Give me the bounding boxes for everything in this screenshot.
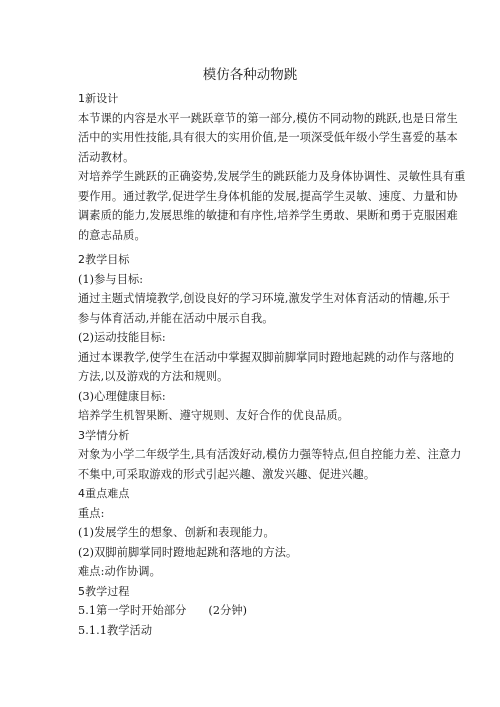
document-body <box>78 89 466 640</box>
paragraph-line: 本节课的内容是水平一跳跃章节的第一部分,模仿不同动物的跳跃,也是日常生 <box>78 111 458 125</box>
document-title: 模仿各种动物跳 <box>202 67 298 83</box>
paragraph-line: 调素质的能力,发展思维的敏捷和有序性,培养学生勇敢、果断和勇于克服困难 <box>78 209 458 222</box>
key-point-item: (2)双脚前脚掌同时蹬地起跳和落地的方法。 <box>78 545 298 559</box>
difficulty-line: 难点:动作协调。 <box>78 565 161 578</box>
subsection-heading: 5.1.1教学活动 <box>78 623 153 637</box>
objective-label: (3)心理健康目标: <box>78 389 166 403</box>
paragraph-line: 活中的实用性技能,具有很大的实用价值,是一项深受低年级小学生喜爱的基本 <box>78 131 458 144</box>
subsection-label: 5.1第一学时开始部分 <box>78 604 187 617</box>
paragraph-line: 对培养学生跳跃的正确姿势,发展学生的跳跃能力及身体协调性、灵敏性具有重 <box>78 170 466 183</box>
objective-label: (2)运动技能目标: <box>78 331 166 344</box>
section-heading-objectives: 2教学目标 <box>78 253 130 266</box>
paragraph-line: 培养学生机智果断、遵守规则、友好合作的优良品质。 <box>78 409 349 422</box>
section-heading-process: 5教学过程 <box>78 584 130 598</box>
subsection-duration: (2分钟) <box>208 604 248 617</box>
paragraph-line: 通过本课教学,使学生在活动中掌握双脚前脚掌同时蹬地起跳的动作与落地的 <box>78 350 455 364</box>
objective-label: (1)参与目标: <box>78 272 144 286</box>
key-point-item: (1)发展学生的想象、创新和表现能力。 <box>78 526 275 539</box>
section-heading-design: 1新设计 <box>78 92 119 105</box>
subsection-heading <box>78 601 440 621</box>
paragraph-line: 方法,以及游戏的方法和规则。 <box>78 370 229 383</box>
key-points-label: 重点: <box>78 506 105 520</box>
paragraph-line: 通过主题式情境教学,创设良好的学习环境,激发学生对体育活动的情趣,乐于 <box>78 292 451 305</box>
paragraph-line: 不集中,可采取游戏的形式引起兴趣、激发兴趣、促进兴趣。 <box>78 467 376 481</box>
section-heading-analysis: 3学情分析 <box>78 428 130 442</box>
paragraph-line: 活动教材。 <box>78 150 135 164</box>
paragraph-line: 对象为小学二年级学生,具有活泼好动,模仿力强等特点,但自控能力差、注意力 <box>78 448 462 461</box>
section-heading-key-points: 4重点难点 <box>78 487 130 500</box>
paragraph-line: 要作用。通过教学,促进学生身体机能的发展,提高学生灵敏、速度、力量和协 <box>78 189 458 203</box>
paragraph-line: 参与体育活动,并能在活动中展示自我。 <box>78 311 274 325</box>
paragraph-line: 的意志品质。 <box>78 228 146 242</box>
